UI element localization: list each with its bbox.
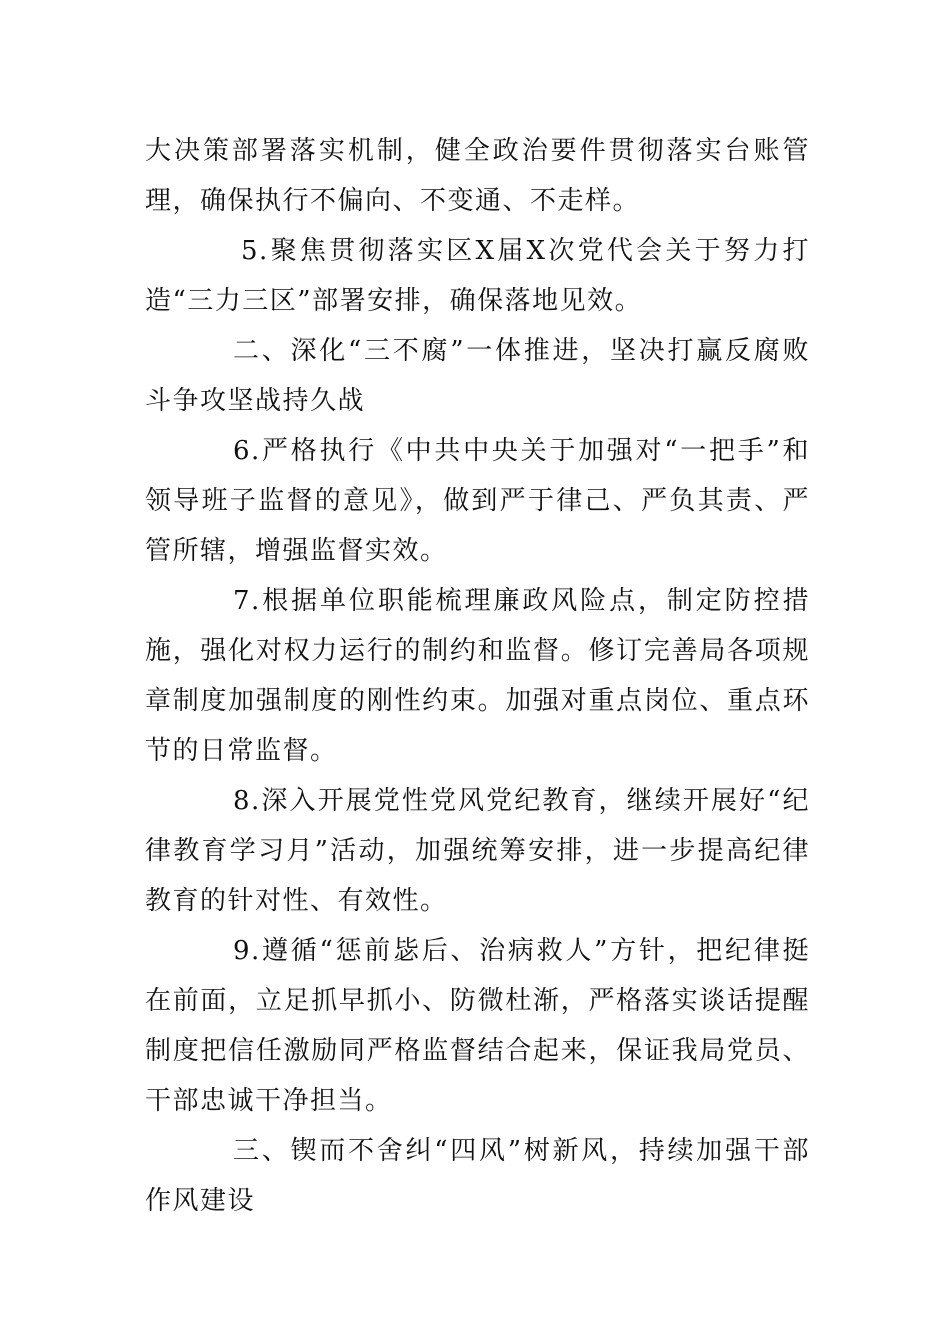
paragraph-item-6: 6.严格执行《中共中央关于加强对“一把手”和领导班子监督的意见》，做到严于律己、严负其责、严管所辖，增强监督实效。 <box>145 436 810 566</box>
paragraph-continued: 大决策部署落实机制，健全政治要件贯彻落实台账管理，确保执行不偏向、不变通、不走样。 <box>145 136 810 216</box>
document-body <box>145 126 810 1226</box>
paragraph-item-8: 8.深入开展党性党风党纪教育，继续开展好“纪律教育学习月”活动，加强统筹安排，进一步提高纪律教育的针对性、有效性。 <box>145 786 810 916</box>
paragraph-item-9: 9.遵循“惩前毖后、治病救人”方针，把纪律挺在前面，立足抓早抓小、防微杜渐，严格落实谈话提醒制度把信任激励同严格监督结合起来，保证我局党员、干部忠诚干净担当。 <box>145 936 810 1116</box>
paragraph-item-7: 7.根据单位职能梳理廉政风险点，制定防控措施，强化对权力运行的制约和监督。修订完善局各项规章制度加强制度的刚性约束。加强对重点岗位、重点环节的日常监督。 <box>145 586 810 766</box>
paragraph-item-5: 5.聚焦贯彻落实区X届X次党代会关于努力打造“三力三区”部署安排，确保落地见效。 <box>145 236 810 316</box>
section-heading-3: 三、锲而不舍纠“四风”树新风，持续加强干部作风建设 <box>145 1136 810 1216</box>
section-heading-2: 二、深化“三不腐”一体推进，坚决打赢反腐败斗争攻坚战持久战 <box>145 336 810 416</box>
